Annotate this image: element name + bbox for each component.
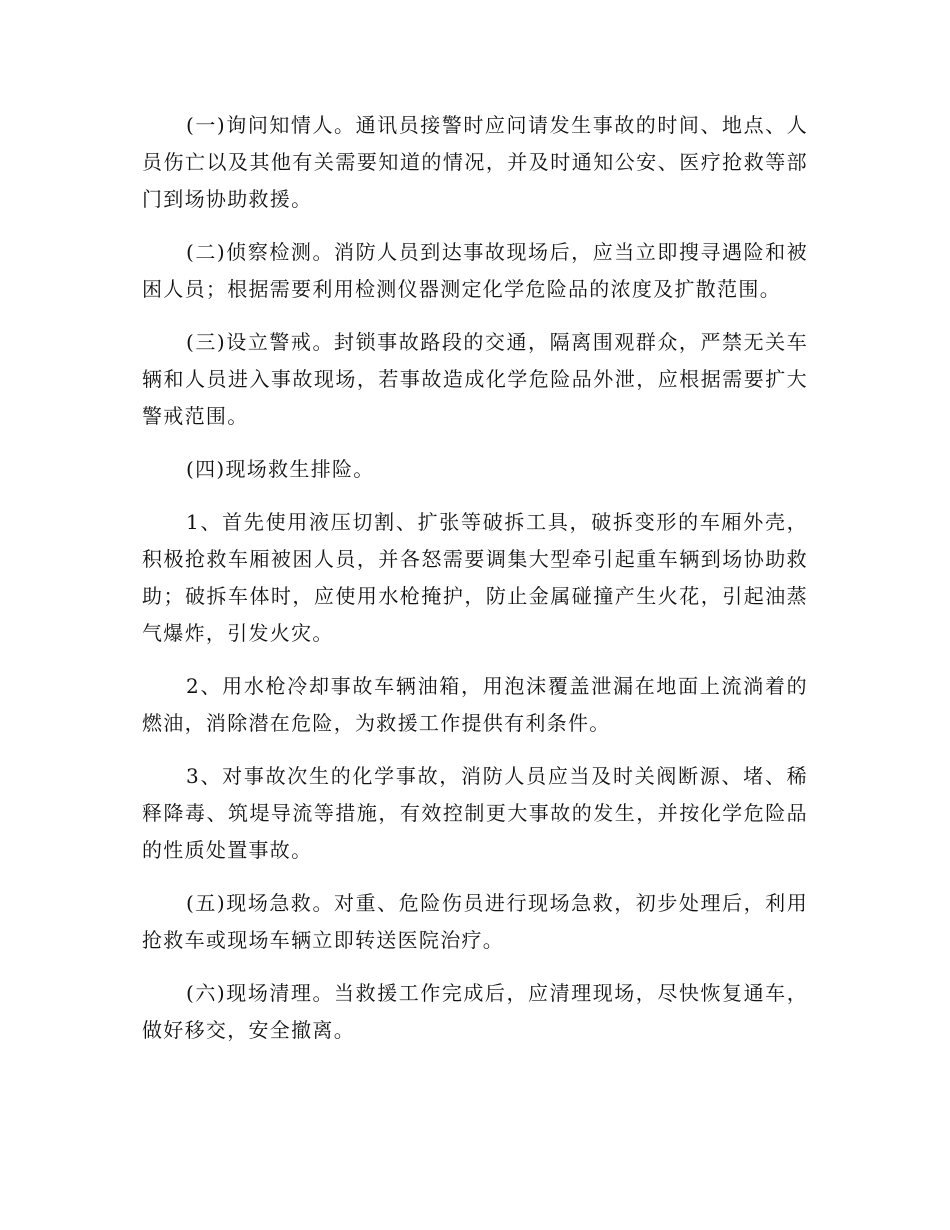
paragraph-reconnaissance: (二)侦察检测。消防人员到达事故现场后，应当立即搜寻遇险和被困人员；根据需要利用检测仪器测定化学危险品的浓度及扩散范围。	[142, 240, 808, 301]
paragraph-rescue-step-3: 3、对事故次生的化学事故，消防人员应当及时关阀断源、堵、稀释降毒、筑堤导流等措施，有效控制更大事故的发生，并按化学危险品的性质处置事故。	[142, 764, 808, 862]
paragraph-set-cordon: (三)设立警戒。封锁事故路段的交通，隔离围观群众，严禁无关车辆和人员进入事故现场，若事故造成化学危险品外泄，应根据需要扩大警戒范围。	[142, 330, 808, 428]
document-body	[142, 107, 808, 1065]
paragraph-rescue-heading: (四)现场救生排险。	[186, 457, 375, 481]
paragraph-inquire-witnesses: (一)询问知情人。通讯员接警时应问请发生事故的时间、地点、人员伤亡以及其他有关需要知道的情况，并及时通知公安、医疗抢救等部门到场协助救援。	[142, 113, 808, 211]
paragraph-rescue-step-1: 1、首先使用液压切割、扩张等破拆工具，破拆变形的车厢外壳，积极抢救车厢被困人员，并各怒需要调集大型牵引起重车辆到场协助救助；破拆车体时，应使用水枪掩护，防止金属碰撞产生火花，引起油蒸气爆炸，引发火灾。	[142, 510, 808, 645]
paragraph-first-aid: (五)现场急救。对重、危险伤员进行现场急救，初步处理后，利用抢救车或现场车辆立即转送医院治疗。	[142, 891, 808, 952]
paragraph-site-cleanup: (六)现场清理。当救援工作完成后，应清理现场，尽快恢复通车，做好移交，安全撤离。	[142, 981, 808, 1042]
paragraph-rescue-step-2: 2、用水枪冷却事故车辆油箱，用泡沫覆盖泄漏在地面上流淌着的燃油，消除潜在危险，为救援工作提供有利条件。	[142, 674, 808, 735]
